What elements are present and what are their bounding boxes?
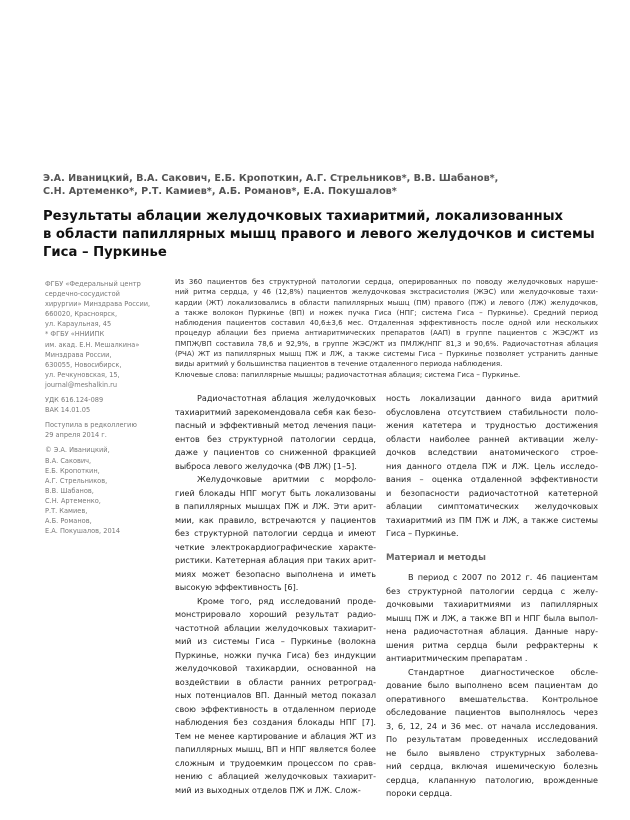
- text-line: (РЧА) ЖТ из папиллярных мышц ПЖ и ЛЖ, а также системы Гиса – Пуркинье позволяет устранить данные: [175, 349, 598, 359]
- paragraph: [386, 571, 598, 666]
- text-line: тахиаритмий зарекомендовала себя как безо-: [175, 406, 376, 417]
- text-line: 3, 6, 12, 24 и 36 мес. от начала исследования.: [386, 720, 598, 731]
- text-line: мий из системы Гиса – Пуркинье (волокна: [175, 636, 376, 646]
- text-line: ул. Караульная, 45: [45, 320, 112, 329]
- text-line: © Э.А. Иваницкий,: [45, 446, 110, 455]
- text-line: не было выявлено структурных заболева-: [386, 747, 598, 758]
- text-line: выброса левого желудочка (ФВ ЛЖ) [1–5].: [175, 460, 357, 471]
- section-heading: Материал и методы: [386, 552, 486, 563]
- text-line: им. акад. Е.Н. Мешалкина»: [45, 340, 140, 349]
- intro-continuation: [386, 392, 598, 541]
- sidebar: [45, 279, 175, 541]
- text-line: ных потенциалов ВП. Данный метод показал: [175, 690, 376, 700]
- text-line: миях может безопасно выполнена и иметь: [175, 568, 376, 579]
- article-title: [43, 208, 603, 262]
- text-line: вания – оценка отдаленной эффективности: [386, 474, 598, 484]
- text-line: наблюдения без создания блокады НПГ [7].: [175, 717, 376, 727]
- text-line: По результатам проведенных исследований: [386, 734, 598, 744]
- text-line: гией блокады НПГ могут быть локализованы: [175, 487, 376, 498]
- text-line: * ФГБУ «ННИИПК: [45, 330, 105, 339]
- copyright: [45, 445, 175, 536]
- text-line: аблации симптоматических желудочковых: [386, 501, 598, 511]
- text-line: наблюдения пациентов составил 40,6±3,6 мес. Отдаленная эффективность после одной или нескольких: [175, 318, 598, 328]
- text-line: А.Г. Стрельников,: [45, 476, 108, 485]
- classification-codes: [45, 395, 175, 415]
- methods-body: [386, 571, 598, 801]
- text-line: Стандартное диагностическое обсле-: [408, 666, 598, 677]
- paragraph: [386, 666, 598, 801]
- text-line: Е.Б. Кропоткин,: [45, 466, 100, 475]
- abstract: [175, 277, 598, 380]
- authors-line: С.Н. Артеменко*, Р.Т. Камиев*, А.Б. Романов*, Е.А. Покушалов*: [43, 186, 397, 197]
- text-line: сложным и трудоемким процессом по срав-: [175, 757, 376, 768]
- text-line: частотной аблации желудочковых тахиарит-: [175, 622, 376, 633]
- text-line: ний сердца, включая ишемическую болезнь: [386, 761, 598, 771]
- text-line: УДК 616.124-089: [45, 396, 104, 405]
- paragraph: [175, 473, 376, 595]
- text-line: Гиса – Пуркинье.: [386, 528, 459, 538]
- text-line: А.Б. Романов,: [45, 517, 92, 526]
- text-line: ний ритма сердца, у 46 (12,8%) пациентов желудочковая экстрасистолия (ЖЭС) или желудочковые тахи-: [175, 287, 598, 297]
- text-line: Кроме того, ряд исследований проде-: [197, 595, 376, 606]
- paragraph: [175, 392, 376, 473]
- text-line: 29 апреля 2014 г.: [45, 431, 107, 440]
- authors: [43, 172, 603, 198]
- text-line: нена радиочастотная аблация. Данные нару-: [386, 626, 598, 636]
- text-line: обусловлена отсутствием стабильности поло-: [386, 406, 598, 417]
- text-line: Желудочковые аритмии с морфоло-: [197, 474, 376, 484]
- text-line: без структурной патологии сердца с желу-: [386, 585, 598, 596]
- received-date: [45, 420, 175, 440]
- text-line: нению с аблацией желудочковых тахиарит-: [175, 771, 376, 781]
- text-line: Из 360 пациентов без структурной патологии сердца, оперированных по поводу желудочковых наруше-: [175, 277, 598, 286]
- column-1: [175, 392, 376, 797]
- text-line: В период с 2007 по 2012 г. 46 пациентам: [408, 572, 598, 582]
- text-line: обследование пациентов выполнялось через: [386, 707, 598, 717]
- text-line: В.В. Шабанов,: [45, 486, 94, 495]
- text-line: процедур аблации без приема антиаритмических препаратов (ААП) в группе пациентов с ЖЭС/ЖТ из: [175, 328, 598, 338]
- text-line: Пуркинье, ножки пучка Гиса) без индукции: [175, 649, 376, 660]
- text-line: ния данного отдела ПЖ и ЛЖ. Цель исследо-: [386, 460, 598, 471]
- text-line: мышц ПЖ и ЛЖ, а также ВП и НПГ была выпол-: [386, 612, 598, 623]
- abstract-body: [175, 277, 598, 370]
- text-line: ность локализации данного вида аритмий: [386, 393, 598, 403]
- column-2: [386, 392, 598, 801]
- title-line: Результаты аблации желудочковых тахиаритмий, локализованных: [43, 209, 564, 224]
- text-line: папиллярных мышц, ВП и НПГ является более: [175, 744, 376, 754]
- text-line: Тем не менее картирование и аблация ЖТ из: [175, 730, 376, 741]
- text-line: В.А. Сакович,: [45, 456, 92, 465]
- text-line: Радиочастотная аблация желудочковых: [197, 393, 376, 403]
- text-line: жения катетера и трудностью достижения: [386, 420, 598, 430]
- text-line: четкие электрокардиографические характе-: [175, 541, 376, 552]
- text-line: 630055, Новосибирск,: [45, 360, 122, 369]
- text-line: ФГБУ «Федеральный центр: [45, 280, 141, 288]
- text-line: тахиаритмий из ПМ ПЖ и ЛЖ, а также системы: [386, 514, 598, 525]
- text-line: в папиллярных мышцах ПЖ и ЛЖ. Эти арит-: [175, 501, 376, 511]
- title-line: Гиса – Пуркинье: [43, 245, 167, 260]
- text-line: Р.Т. Камиев,: [45, 506, 88, 515]
- text-line: свою эффективность в отдаленном периоде: [175, 703, 376, 714]
- text-line: ВАК 14.01.05: [45, 406, 91, 415]
- text-line: виды аритмий у большинства пациентов в течение отдаленного периода наблюдения.: [175, 359, 503, 369]
- affiliation: [45, 279, 175, 390]
- text-line: пасный и эффективный метод лечения паци-: [175, 420, 376, 430]
- text-line: антиаритмическим препаратам .: [386, 653, 528, 663]
- text-line: сердечно-сосудистой: [45, 290, 120, 299]
- text-line: дочков вследствии анатомического строе-: [386, 447, 598, 457]
- text-line: мий из выходных отделов ПЖ и ЛЖ. Слож-: [175, 784, 361, 795]
- text-line: Е.А. Покушалов, 2014: [45, 527, 121, 536]
- text-line: и безопасности радиочастотной катетерной: [386, 487, 598, 498]
- text-line: journal@meshalkin.ru: [45, 380, 118, 389]
- text-line: шения ритма сердца были рефрактерны к: [386, 639, 598, 650]
- text-line: высокую эффективность [6].: [175, 582, 299, 592]
- text-line: воздействии в области ранних ретроград-: [175, 676, 376, 687]
- text-line: без структурной патологии сердца и имеют: [175, 528, 376, 538]
- text-line: даже у пациентов со сниженной фракцией: [175, 447, 376, 457]
- text-line: ристики. Катетерная аблация при таких арит-: [175, 555, 376, 565]
- text-line: сердца, клапанную патологию, врожденные: [386, 774, 598, 785]
- text-line: хирургии» Минздрава России,: [45, 300, 151, 309]
- text-line: желудочковой тахикардии, основанной на: [175, 663, 376, 673]
- paragraph: [175, 595, 376, 798]
- text-line: дочковыми тахиаритмиями из папиллярных: [386, 599, 598, 609]
- text-line: оперативного вмешательства. Контрольное: [386, 693, 598, 704]
- text-line: ПМПЖ/ВП составила 78,6 и 92,9%, в группе ЖЭС/ЖТ из ПМЛЖ/НПГ 81,3 и 90,6%. Радиочастотная аблация: [175, 338, 598, 348]
- text-line: С.Н. Артеменко,: [45, 496, 101, 505]
- text-line: дование было выполнено всем пациентам до: [386, 680, 598, 690]
- text-line: ентов без структурной патологии сердца,: [175, 433, 376, 444]
- text-line: мии, как правило, встречаются у пациентов: [175, 514, 376, 525]
- text-line: 660020, Красноярск,: [45, 310, 118, 319]
- text-line: области наиболее ранней активации желу-: [386, 433, 598, 444]
- keywords: Ключевые слова: папиллярные мышцы; радиочастотная аблация; система Гиса – Пуркинье.: [175, 369, 521, 379]
- text-line: кардии (ЖТ) локализовались в области папиллярных мышц (ПМ) правого (ПЖ) и левого (ЛЖ) желудочков,: [175, 297, 598, 307]
- title-line: в области папиллярных мышц правого и левого желудочков и системы: [43, 227, 595, 242]
- text-line: ул. Речкуновская, 15,: [45, 370, 120, 379]
- text-line: монстрировало хороший результат радио-: [175, 609, 376, 619]
- text-line: Минздрава России,: [45, 350, 112, 359]
- text-line: пороки сердца.: [386, 788, 453, 798]
- authors-line: Э.А. Иваницкий, В.А. Сакович, Е.Б. Кропоткин, А.Г. Стрельников*, В.В. Шабанов*,: [43, 173, 499, 184]
- text-line: а также волокон Пуркинье (ВП) и ножек пучка Гиса (НПГ; система Гиса – Пуркинье). Средний период: [175, 307, 598, 317]
- text-line: Поступила в редколлегию: [45, 421, 137, 430]
